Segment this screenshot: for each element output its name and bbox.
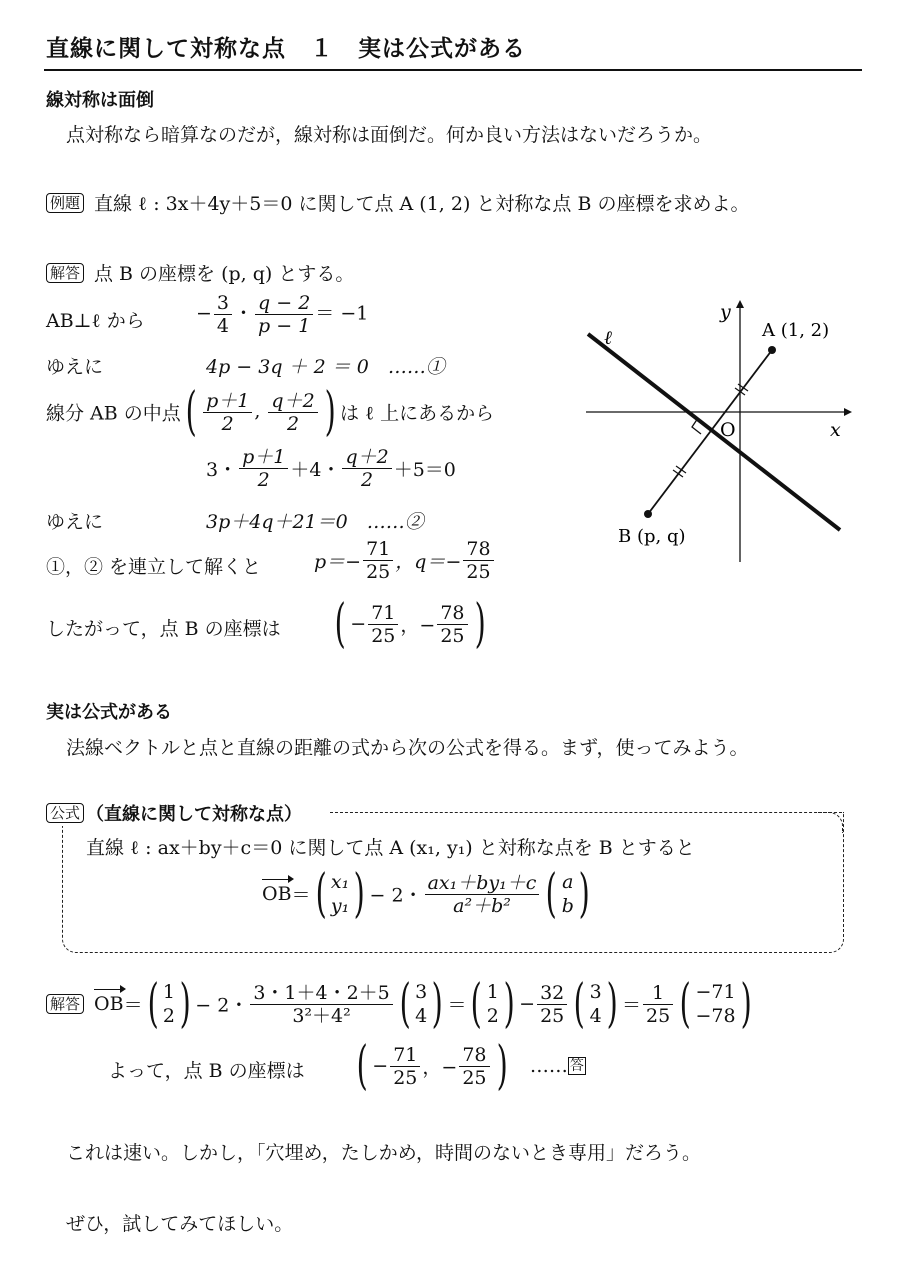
section-heading-2: 実は公式がある	[46, 702, 172, 723]
solution1-line1-label: AB⊥ℓ から	[46, 310, 145, 332]
solution1-line5-label: ゆえに	[46, 511, 104, 533]
title-rule	[44, 69, 862, 71]
solution2-tag: 解答	[46, 994, 84, 1014]
example-tag: 例題	[46, 193, 84, 213]
solution1-line4: 3・ $\frac{p+1}{2}$ ＋4・ $\frac{q+2}{2}$ ＋5＝0	[206, 446, 456, 491]
formula-text: 直線 ℓ : ax＋by＋c＝0 に関して点 A (x₁, y₁) と対称な点を B とすると	[86, 837, 695, 859]
solution1-line5-eq: 3p＋4q＋21＝0 ……②	[206, 511, 424, 533]
segment-ab	[648, 350, 772, 514]
formula-tag: 公式	[46, 803, 84, 823]
graph-label-l: ℓ	[604, 327, 612, 349]
solution1-line6-label: ①，② を連立して解くと	[46, 556, 262, 578]
y-axis-arrow-icon	[736, 300, 744, 308]
solution1-line3: 線分 AB の中点( $\frac{p+1}{2}$ , $\frac{q+2}{2}$ ) は ℓ 上にあるから	[46, 382, 495, 442]
solution2-result: ( − $\frac{71}{25}$ ，− $\frac{78}{25}$ ) …… 答	[356, 1036, 584, 1096]
solution1-result: ( − $\frac{71}{25}$ ，− $\frac{78}{25}$ )	[334, 594, 486, 654]
solution1-line7-label: したがって，点 B の座標は	[46, 618, 281, 640]
graph-label-a: A (1, 2)	[762, 320, 830, 341]
formula-equation: OB＝( x₁ y₁ ) − 2・ $\frac{\text{ax₁＋by₁＋c}}{\text{a²＋b²}}$ ( a b )	[262, 864, 590, 924]
solution1-line6-eq: p＝− $\frac{71}{25}$ ，q＝− $\frac{78}{25}$	[314, 538, 496, 583]
solution2-equation: 解答 OB＝( 1 2 ) − 2・ $\frac{3・1+4・2+5}{\text{3²＋4²}}$ ( 3 4 ) ＝( 1 2 ) − $\frac{32}{25}$ ( 3 4 ) ＝ $\frac{1}{25}$ ( −71 −78 )	[46, 978, 756, 1030]
solution1-line2-eq: 4p − 3q ＋ 2 ＝ 0 ……①	[206, 356, 445, 378]
solution2-result-label: よって，点 B の座標は	[108, 1060, 305, 1082]
formula-title: （直線に関して対称な点）	[86, 804, 303, 825]
example-text: 直線 ℓ : 3x＋4y＋5＝0 に関して点 A (1, 2) と対称な点 B の座標を求めよ。	[94, 193, 750, 215]
example-line	[46, 189, 749, 216]
coordinate-graph	[580, 296, 860, 570]
graph-label-x: x	[830, 419, 841, 441]
closing-line-2: ぜひ，試してみてほしい。	[66, 1213, 294, 1235]
graph-label-y: y	[720, 301, 731, 323]
solution1-tag: 解答	[46, 263, 84, 283]
page-title: 直線に関して対称な点 １ 実は公式がある	[46, 36, 526, 62]
closing-line-1: これは速い。しかし，「穴埋め，たしかめ，時間のないとき専用」だろう。	[66, 1142, 701, 1164]
point-b	[644, 510, 652, 518]
graph-label-b: B (p, q)	[618, 526, 686, 547]
section2-intro: 法線ベクトルと点と直線の距離の式から次の公式を得る。まず，使ってみよう。	[66, 737, 749, 759]
section1-intro: 点対称なら暗算なのだが，線対称は面倒だ。何か良い方法はないだろうか。	[66, 124, 713, 146]
solution1-intro: 点 B の座標を (p, q) とする。	[94, 263, 355, 285]
x-axis-arrow-icon	[844, 408, 852, 416]
point-a	[768, 346, 776, 354]
solution1-line2-label: ゆえに	[46, 356, 104, 378]
line-l	[588, 334, 840, 530]
answer-mark: 答	[569, 1058, 584, 1074]
formula-header	[46, 800, 308, 826]
solution1-line1-eq: − $\frac{3}{4}$ ・ $\frac{q - 2}{p - 1}$ ＝ −1	[196, 292, 369, 337]
solution1-intro-line	[46, 259, 354, 286]
section-heading-1: 線対称は面倒	[46, 90, 154, 111]
graph-label-o: O	[720, 419, 736, 441]
